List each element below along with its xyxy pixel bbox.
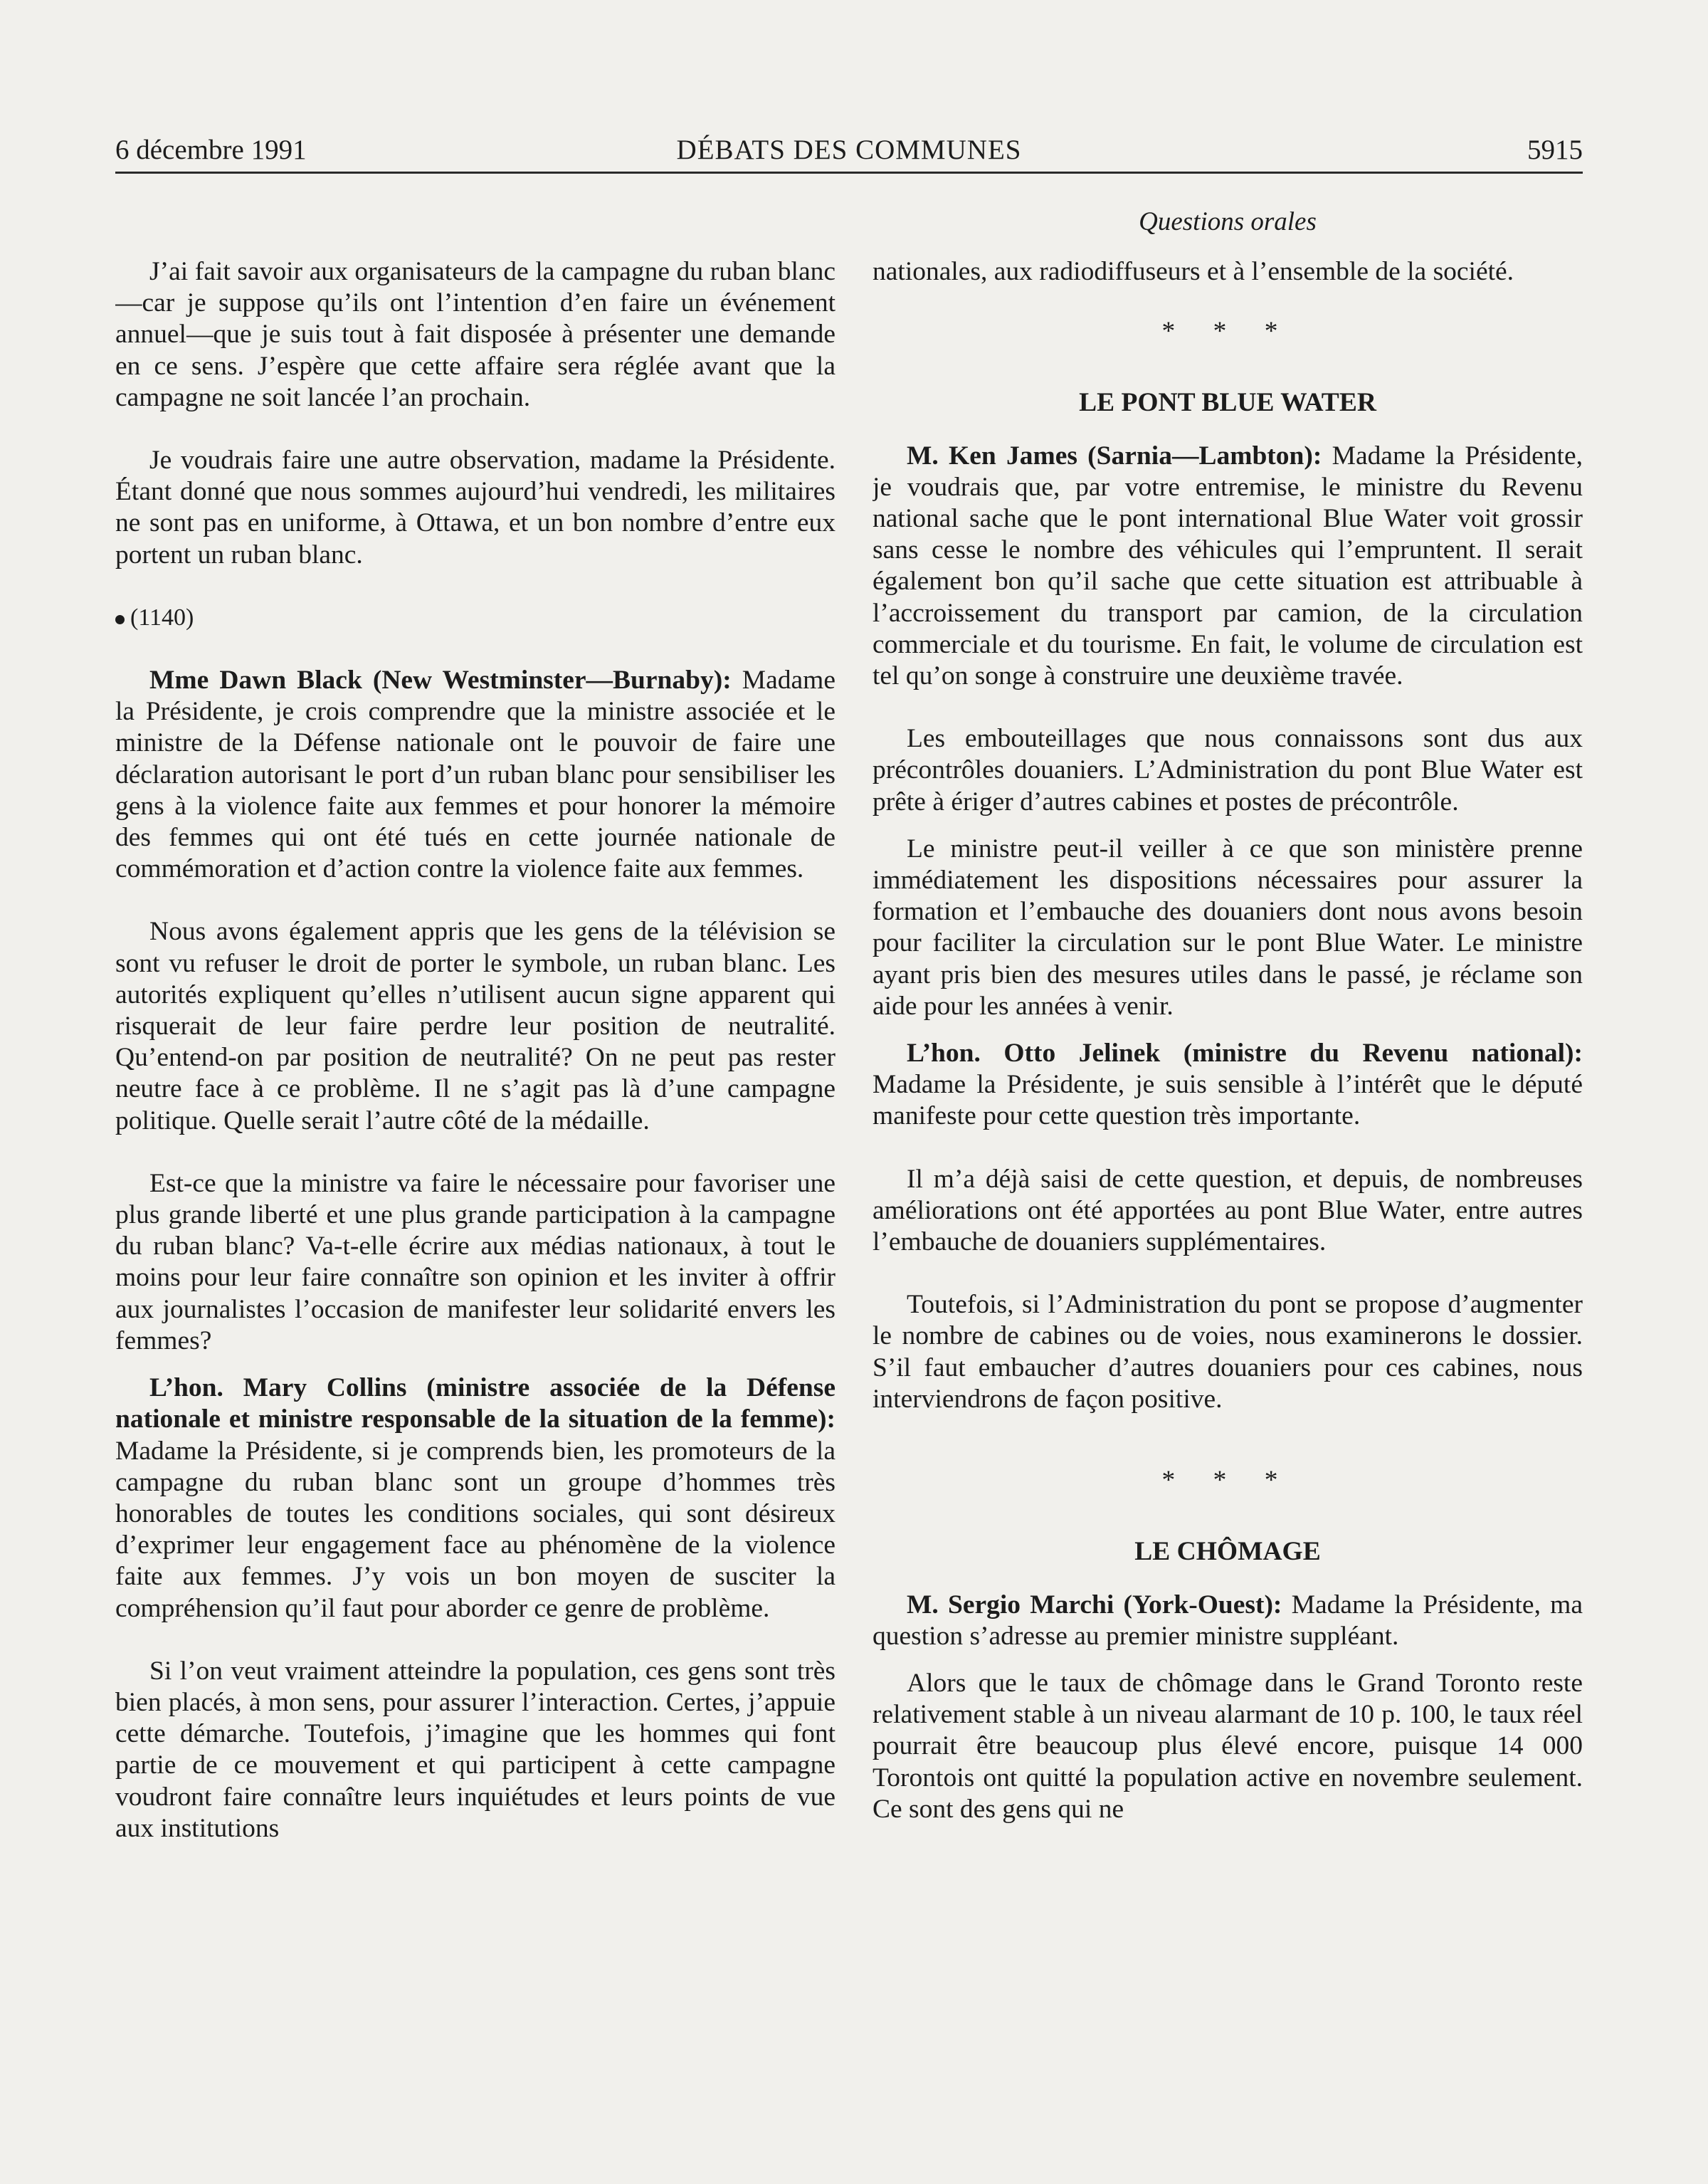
paragraph: Je voudrais faire une autre observation, madame la Présidente. Étant donné que nous sommes aujourd’hui vendredi, les militaires ne sont pas en uniforme, à Ottawa, et un bon nombre d’entre eux portent un ruban blanc. — [115, 446, 835, 569]
paragraph: Le ministre peut-il veiller à ce que son ministère prenne immédiatement les dispositions nécessaires pour assurer la formation et l’embauche des douaniers dont nous avons besoin pour faciliter la circulation sur le pont Blue Water. Le ministre ayant pris bien des mesures utiles dans le passé, je réclame son aide pour les années à venir. — [873, 834, 1583, 1021]
section-heading: LE CHÔMAGE — [1134, 1537, 1321, 1567]
paragraph: Nous avons également appris que les gens de la télévision se sont vu refuser le droit de porter le symbole, un ruban blanc. Les autorités expliquent qu’elles n’utilisent aucun signe apparent qui risquerait de leur faire perdre leur position de neutralité. Qu’entend-on par position de neutralité? On ne peut pas rester neutre face à ce problème. Il ne s’agit pas là d’une campagne politique. Quelle serait l’autre côté de la médaille. — [115, 917, 835, 1135]
header-rule — [115, 172, 1583, 174]
speech-text: Madame la Présidente, je crois comprendre que la ministre associée et le ministre de la Défense nationale ont le pouvoir de faire une déclaration autorisant le port d’un ruban blanc pour sensibiliser les gens à la violence faite aux femmes et pour honorer la mémoire des femmes qui ont été tués en cette journée nationale de commémoration et d’action contre la violence faite aux femmes. — [115, 666, 835, 884]
paragraph — [873, 441, 1583, 693]
header-date: 6 décembre 1991 — [115, 135, 307, 165]
speech-text: Madame la Présidente, si je comprends bien, les promoteurs de la campagne du ruban blanc sont un groupe d’hommes très honorables de toutes les conditions sociales, qui sont désireux d’exprimer leur engagement face au phénomène de la violence faite aux femmes. J’y vois un bon moyen de susciter la compréhension qu’il faut pour aborder ce genre de problème. — [115, 1436, 835, 1623]
left-column — [115, 256, 835, 2178]
paragraph — [873, 1038, 1583, 1133]
paragraph: Alors que le taux de chômage dans le Grand Toronto reste relativement stable à un niveau alarmant de 10 p. 100, le taux réel pourrait être beaucoup plus élevé encore, puisque 14 000 Torontois ont quitté la population active en novembre seulement. Ce sont des gens qui ne — [873, 1668, 1583, 1824]
speaker-name: Mme Dawn Black (New Westminster—Burnaby): — [149, 666, 732, 695]
speaker-name: M. Ken James (Sarnia—Lambton): — [907, 441, 1322, 471]
page-header — [115, 128, 1583, 171]
paragraph: nationales, aux radiodiffuseurs et à l’ensemble de la société. — [873, 257, 1514, 286]
speech-text: Madame la Présidente, je voudrais que, par votre entremise, le ministre du Revenu national sache que le pont international Blue Water voit grossir sans cesse le nombre des véhicules qui l’empruntent. Il serait également bon qu’il sache que cette situation est attribuable à l’accroissement du transport par camion, de la circulation commerciale et du tourisme. En fait, le volume de circulation est tel qu’on songe à construire une deuxième travée. — [873, 441, 1583, 691]
timestamp-text: (1140) — [130, 604, 194, 631]
paragraph — [115, 665, 835, 885]
timestamp — [115, 602, 835, 634]
paragraph: Si l’on veut vraiment atteindre la population, ces gens sont très bien placés, à mon sens, pour assurer l’interaction. Certes, j’appuie cette démarche. Toutefois, j’imagine que les hommes qui font partie de ce mouvement et qui participent à cette campagne voudront faire connaître leurs inquiétudes et leurs points de vue aux institutions — [115, 1656, 835, 1843]
section-heading: LE PONT BLUE WATER — [1079, 388, 1376, 418]
paragraph — [873, 1590, 1583, 1652]
header-page-number: 5915 — [1527, 135, 1583, 165]
section-label: Questions orales — [1139, 207, 1317, 236]
bullet-icon — [115, 615, 125, 624]
speaker-name: L’hon. Otto Jelinek (ministre du Revenu national): — [907, 1039, 1583, 1069]
speech-text: Madame la Présidente, ma question s’adresse au premier ministre suppléant. — [873, 1590, 1583, 1651]
right-column — [873, 256, 1583, 2178]
paragraph — [115, 1372, 835, 1624]
paragraph: Est-ce que la ministre va faire le nécessaire pour favoriser une plus grande liberté et une plus grande participation à la campagne du ruban blanc? Va-t-elle écrire aux médias nationaux, à tout le moins pour leur faire connaître son opinion et les inviter à offrir aux journalistes l’occasion de manifester leur solidarité envers les femmes? — [115, 1168, 835, 1355]
paragraph: Il m’a déjà saisi de cette question, et depuis, de nombreuses améliorations ont été apportées au pont Blue Water, entre autres l’embauche de douaniers supplémentaires. — [873, 1164, 1583, 1257]
section-separator: * * * — [1161, 317, 1294, 347]
header-title: DÉBATS DES COMMUNES — [676, 135, 1022, 165]
speech-text: Madame la Présidente, je suis sensible à l’intérêt que le député manifeste pour cette question très importante. — [873, 1070, 1583, 1131]
speaker-name: L’hon. Mary Collins (ministre associée de la Défense nationale et ministre responsable de la situation de la femme): — [115, 1373, 835, 1434]
paragraph: Toutefois, si l’Administration du pont se propose d’augmenter le nombre de cabines ou de voies, nous examinerons le dossier. S’il faut embaucher d’autres douaniers pour ces cabines, nous interviendrons de façon positive. — [873, 1290, 1583, 1414]
paragraph: Les embouteillages que nous connaissons sont dus aux précontrôles douaniers. L’Administration du pont Blue Water est prête à ériger d’autres cabines et postes de précontrôle. — [873, 724, 1583, 817]
paragraph: J’ai fait savoir aux organisateurs de la campagne du ruban blanc—car je suppose qu’ils ont l’intention d’en faire un événement annuel—que je suis tout à fait disposée à présenter une demande en ce sens. J’espère que cette affaire sera réglée avant que la campagne ne soit lancée l’an prochain. — [115, 257, 835, 412]
speaker-name: M. Sergio Marchi (York-Ouest): — [907, 1590, 1282, 1619]
section-separator: * * * — [1161, 1466, 1294, 1496]
